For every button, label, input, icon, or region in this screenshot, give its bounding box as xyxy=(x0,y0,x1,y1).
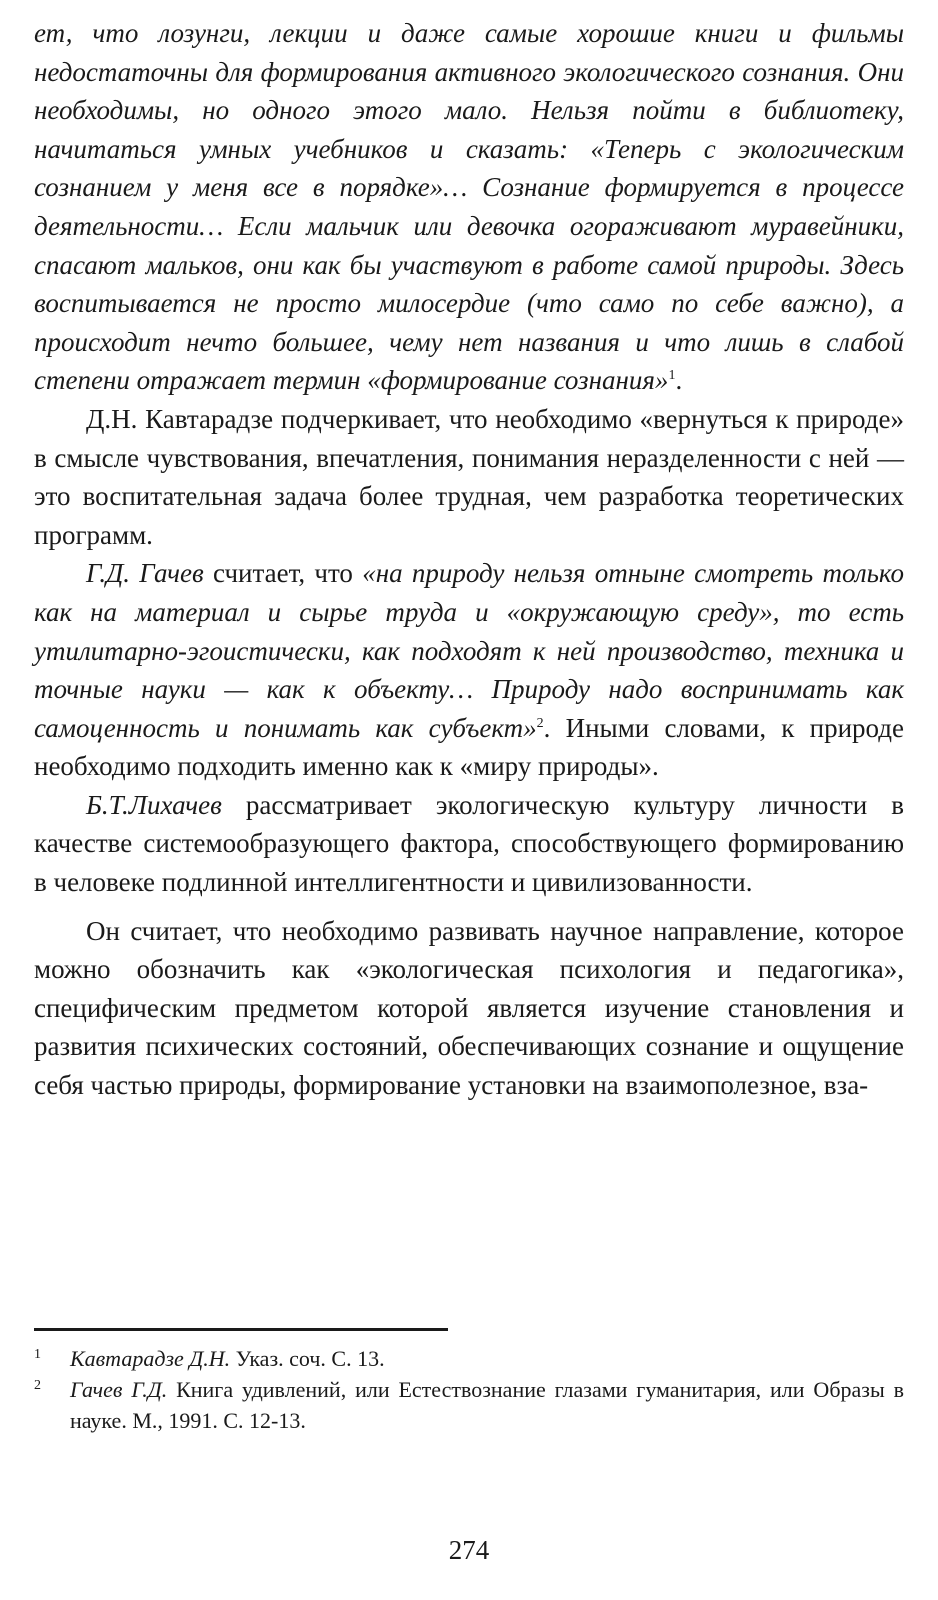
quote-text: ет, что лозунги, лекции и даже самые хорошие книги и фильмы недостаточны для формирования активного экологического сознания. Они необходимы, но одного этого мало. Нельзя пойти в библиотеку, начитаться умных учебников и сказать: «Теперь с экологическим сознанием у меня все в порядке»… Сознание формируется в процессе деятельности… Если мальчик или девочка огораживают муравейники, спасают мальков, они как бы участвуют в работе самой природы. Здесь воспитывается не просто милосердие (что само по себе важно), а происходит нечто большее, чему нет названия и что лишь в слабой степени отражает термин «формирование сознания» xyxy=(34,18,904,396)
author-name: Б.Т.Лихачев xyxy=(86,789,222,820)
paragraph-likhachev xyxy=(34,786,904,902)
footnote-text xyxy=(70,1343,904,1374)
footnote-author: Гачев Г.Д. xyxy=(70,1377,168,1402)
paragraph-kavtaradze: Д.Н. Кавтарадзе подчеркивает, что необходимо «вернуться к природе» в смысле чувствования, впечатления, понимания неразделенности с ней — это воспитательная задача более трудная, чем разработка теоретических программ. xyxy=(34,403,904,550)
footnote-1 xyxy=(34,1343,904,1374)
author-name: Г.Д. Гачев xyxy=(86,558,204,589)
quote-end: . xyxy=(675,365,683,396)
footnote-author: Кавтарадзе Д.Н. xyxy=(70,1346,231,1371)
footnotes xyxy=(34,1343,904,1436)
footnote-text xyxy=(70,1374,904,1436)
paragraph-rest: . Иными словами, к природе необходимо подходить именно как к «миру природы». xyxy=(34,712,904,782)
footnote-divider xyxy=(34,1328,448,1331)
footnote-2 xyxy=(34,1374,904,1436)
verb-text: считает, что xyxy=(203,558,363,589)
footnote-ref-2: 2 xyxy=(536,715,544,731)
footnote-number: 2 xyxy=(34,1378,41,1393)
paragraph-quote-continuation xyxy=(34,14,904,400)
quote-text: «на природу нельзя отныне смотреть только как на материал и сырье труда и «окружающую среду», то есть утилитарно-эгоистически, как подходят к ней производство, техника и точные науки — как к объекту… Природу надо воспринимать как самоценность и понимать как субъект» xyxy=(34,558,904,743)
footnote-ref-1: 1 xyxy=(668,368,676,384)
paragraph-rest: рассматривает экологическую культуру личности в качестве системообразующего фактора, способствующего формированию в человеке подлинной интеллигентности и цивилизованности. xyxy=(34,789,904,898)
footnote-number: 1 xyxy=(34,1347,41,1362)
footnote-citation: Указ. соч. С. 13. xyxy=(230,1346,385,1371)
page-number: 274 xyxy=(448,1535,490,1565)
paragraph-psychology: Он считает, что необходимо развивать научное направление, которое можно обозначить как «экологическая психология и педагогика», специфическим предметом которой является изучение становления и развития психических состояний, обеспечивающих сознание и ощущение себя частью природы, формирование установки на взаимополезное, вза- xyxy=(34,915,904,1101)
paragraph-gachev xyxy=(34,554,904,786)
main-text xyxy=(34,14,904,1105)
footnote-citation: Книга удивлений, или Естествознание глазами гуманитария, или Образы в науке. М., 1991. С. 12-13. xyxy=(70,1377,905,1433)
